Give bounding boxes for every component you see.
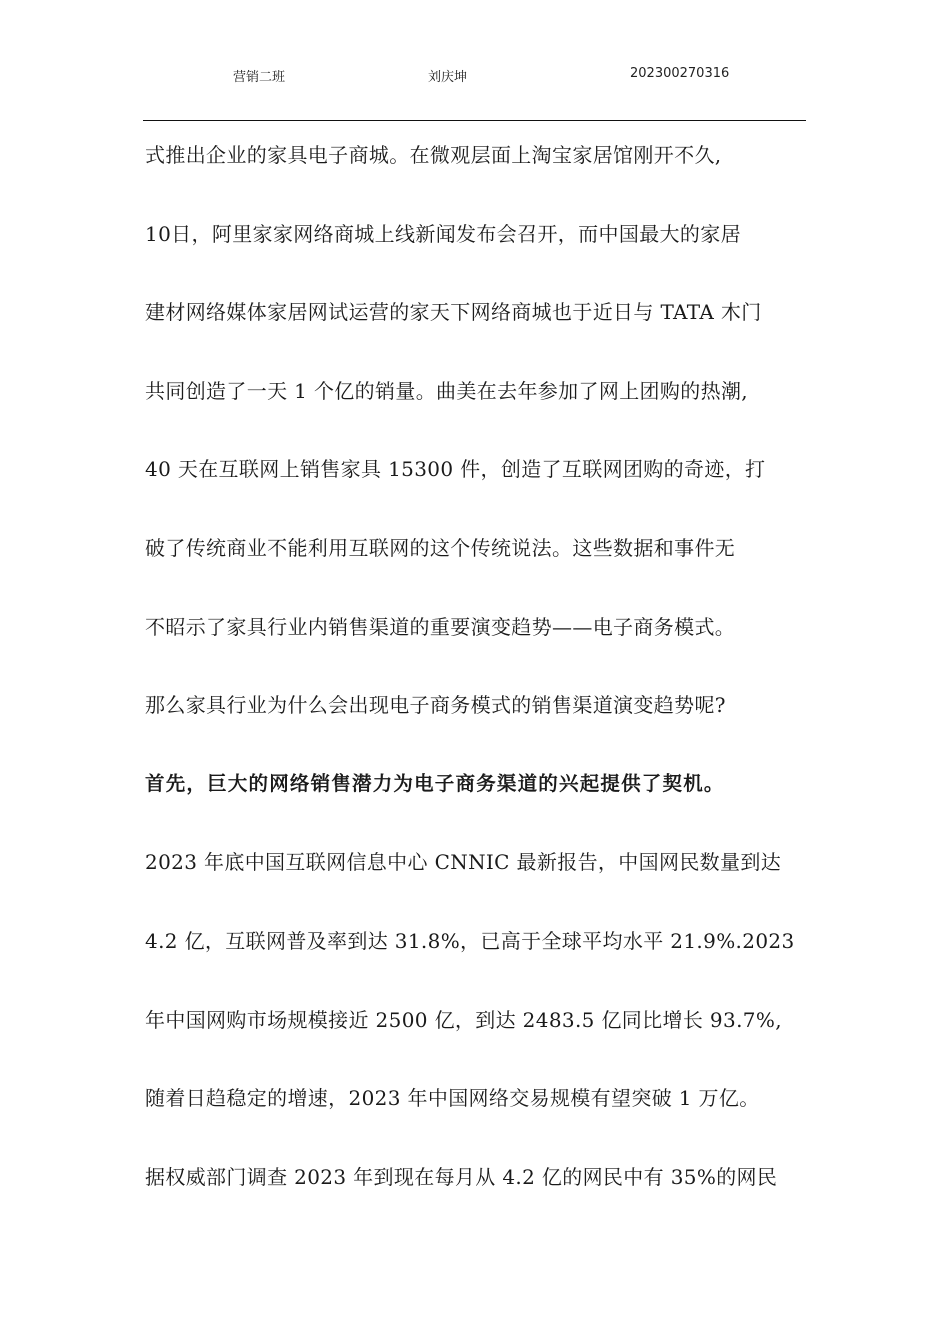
paragraph-line: 2023 年底中国互联网信息中心 CNNIC 最新报告，中国网民数量到达 [145, 850, 782, 875]
header-author: 刘庆坤 [428, 70, 468, 85]
paragraph-line: 共同创造了一天 1 个亿的销量。曲美在去年参加了网上团购的热潮, [145, 378, 748, 403]
paragraph-line: 不昭示了家具行业内销售渠道的重要演变趋势——电子商务模式。 [145, 614, 736, 639]
header-student-id: 202300270316 [630, 66, 730, 81]
paragraph-line: 4.2 亿，互联网普及率到达 31.8%，已高于全球平均水平 21.9%.2023 [145, 928, 795, 953]
paragraph-line: 40 天在互联网上销售家具 15300 件，创造了互联网团购的奇迹，打 [145, 457, 766, 482]
paragraph-line: 建材网络媒体家居网试运营的家天下网络商城也于近日与 TATA 木门 [145, 300, 762, 325]
paragraph-line: 破了传统商业不能利用互联网的这个传统说法。这些数据和事件无 [145, 535, 736, 560]
paragraph-line: 年中国网购市场规模接近 2500 亿，到达 2483.5 亿同比增长 93.7%, [145, 1007, 782, 1032]
header-class-name: 营销二班 [233, 70, 286, 85]
document-body [145, 133, 815, 1199]
paragraph-line: 那么家具行业为什么会出现电子商务模式的销售渠道演变趋势呢? [145, 693, 726, 718]
paragraph-line: 据权威部门调查 2023 年到现在每月从 4.2 亿的网民中有 35%的网民 [145, 1164, 778, 1189]
header-divider [143, 120, 806, 121]
paragraph-line: 10日，阿里家家网络商城上线新闻发布会召开，而中国最大的家居 [145, 221, 741, 246]
page-header [0, 66, 950, 90]
section-heading: 首先，巨大的网络销售潜力为电子商务渠道的兴起提供了契机。 [145, 771, 725, 795]
paragraph-line: 随着日趋稳定的增速，2023 年中国网络交易规模有望突破 1 万亿。 [145, 1086, 760, 1111]
paragraph-line: 式推出企业的家具电子商城。在微观层面上淘宝家居馆刚开不久, [145, 143, 722, 167]
